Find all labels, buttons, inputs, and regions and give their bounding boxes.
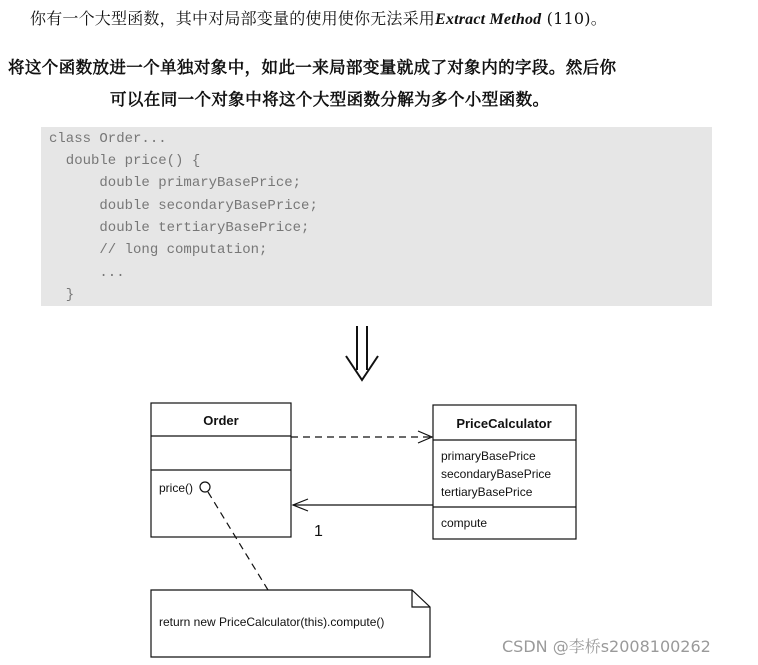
code-line: double price() { xyxy=(49,153,201,169)
order-operation: price() xyxy=(159,481,194,495)
note-text: return new PriceCalculator(this).compute() xyxy=(159,615,385,629)
page-reference: (110)。 xyxy=(541,9,607,28)
code-line: class Order... xyxy=(49,131,167,147)
code-line: double secondaryBasePrice; xyxy=(49,198,318,214)
code-line: double tertiaryBasePrice; xyxy=(49,220,310,236)
code-line: // long computation; xyxy=(49,242,268,258)
problem-text: 你有一个大型函数，其中对局部变量的使用使你无法采用 xyxy=(30,9,436,28)
order-class-name: Order xyxy=(203,413,239,428)
refactoring-reference: Extract Method xyxy=(435,11,542,28)
code-line: double primaryBasePrice; xyxy=(49,175,302,191)
code-line: ... xyxy=(49,265,125,281)
calculator-operation: compute xyxy=(441,516,488,530)
attribute: primaryBasePrice xyxy=(441,449,536,463)
code-line: } xyxy=(49,287,75,303)
association-arrow xyxy=(293,499,433,511)
solution-line-1: 将这个函数放进一个单独对象中，如此一来局部变量就成了对象内的字段。然后你 xyxy=(8,58,617,77)
attribute: tertiaryBasePrice xyxy=(441,485,533,499)
transform-arrow-icon xyxy=(346,326,378,380)
dependency-arrow xyxy=(291,431,432,443)
multiplicity-label: 1 xyxy=(314,523,323,540)
watermark: CSDN @李桥s2008100262 xyxy=(502,637,711,656)
price-calculator-class-name: PriceCalculator xyxy=(456,416,552,431)
attribute: secondaryBasePrice xyxy=(441,467,552,481)
solution-line-2: 可以在同一个对象中将这个大型函数分解为多个小型函数。 xyxy=(110,90,550,109)
